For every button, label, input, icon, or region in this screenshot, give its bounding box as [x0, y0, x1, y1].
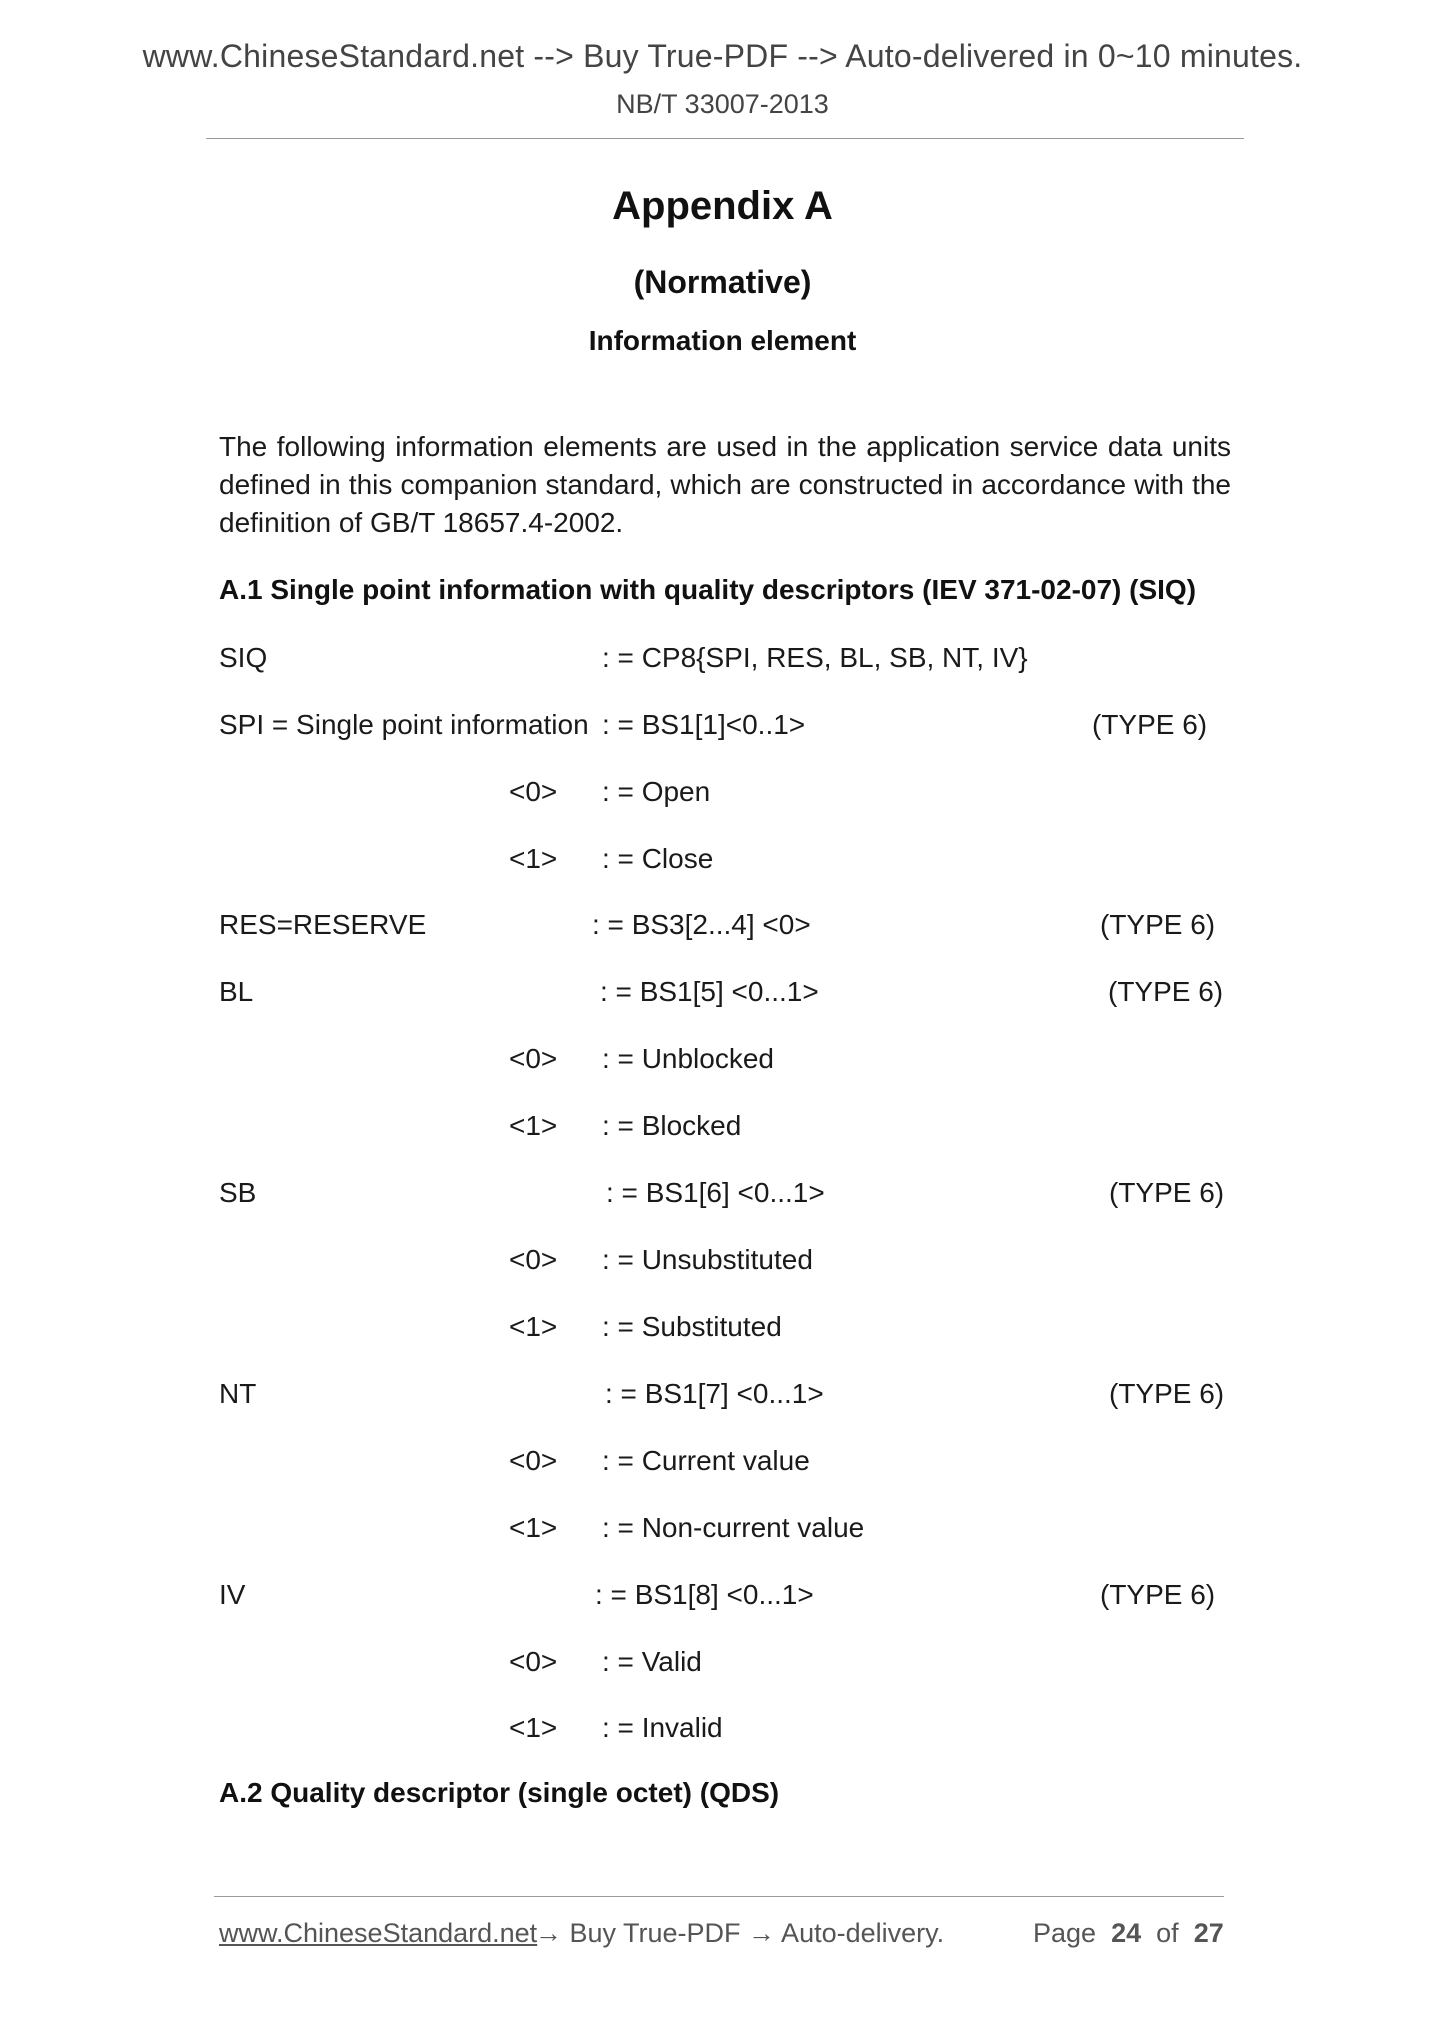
definition-code: <0> — [509, 1244, 558, 1275]
definition-value: : = BS1[8] <0...1> — [595, 1579, 814, 1610]
definition-code: <0> — [509, 1043, 558, 1074]
definition-value: : = Non-current value — [602, 1512, 865, 1543]
definition-code: <1> — [509, 1110, 558, 1141]
definition-type: (TYPE 6) — [1109, 1378, 1225, 1409]
definition-value: : = BS1[5] <0...1> — [600, 976, 819, 1007]
definition-value: : = Current value — [602, 1445, 810, 1476]
definition-name: SPI = Single point information — [219, 709, 589, 740]
page-footer — [219, 1918, 1229, 1958]
definition-value: : = Close — [602, 843, 714, 874]
footer-page-number — [1033, 1918, 1224, 1949]
definition-code: <1> — [509, 843, 558, 874]
section-heading-a2: A.2 Quality descriptor (single octet) (QDS) — [219, 1777, 780, 1808]
definition-value: : = Unblocked — [602, 1043, 774, 1074]
definition-row — [0, 1110, 1445, 1150]
standard-number: NB/T 33007-2013 — [616, 89, 829, 119]
definition-row — [0, 976, 1445, 1016]
definition-type: (TYPE 6) — [1109, 1177, 1225, 1208]
definition-row — [0, 1646, 1445, 1686]
definition-row — [0, 1177, 1445, 1217]
page-total: 27 — [1193, 1918, 1224, 1948]
definition-value: : = BS1[7] <0...1> — [605, 1378, 824, 1409]
definition-code: <0> — [509, 1445, 558, 1476]
definition-value: : = Blocked — [602, 1110, 742, 1141]
page-label: Page — [1033, 1918, 1097, 1948]
definition-value: : = Valid — [602, 1646, 702, 1677]
definition-name: RES=RESERVE — [219, 909, 427, 940]
definition-name: IV — [219, 1579, 246, 1610]
definition-type: (TYPE 6) — [1092, 709, 1208, 740]
definition-name: SB — [219, 1177, 257, 1208]
definition-row — [0, 1445, 1445, 1485]
definition-value: : = BS3[2...4] <0> — [592, 909, 811, 940]
appendix-subtitle: Information element — [588, 325, 857, 356]
definition-value: : = BS1[6] <0...1> — [606, 1177, 825, 1208]
page-current: 24 — [1111, 1918, 1142, 1948]
definition-row — [0, 1579, 1445, 1619]
definition-row — [0, 776, 1445, 816]
definition-row — [0, 1512, 1445, 1552]
definition-code: <1> — [509, 1712, 558, 1743]
definition-value: : = CP8{SPI, RES, BL, SB, NT, IV} — [602, 642, 1028, 673]
definition-row — [0, 1378, 1445, 1418]
top-banner: www.ChineseStandard.net --> Buy True-PDF --> Auto-delivered in 0~10 minutes. — [142, 38, 1303, 74]
definition-row — [0, 1712, 1445, 1752]
definition-code: <0> — [509, 1646, 558, 1677]
normative-label: (Normative) — [633, 264, 812, 300]
intro-paragraph: The following information elements are used in the application service data units defined in this companion standard, which are constructed in accordance with the definition of GB/T 18657.4-2002. — [219, 431, 1231, 538]
definition-row — [0, 843, 1445, 883]
definition-row — [0, 1043, 1445, 1083]
definition-type: (TYPE 6) — [1108, 976, 1224, 1007]
definition-value: : = Open — [602, 776, 711, 807]
definition-name: NT — [219, 1378, 257, 1409]
appendix-title: Appendix A — [612, 184, 833, 228]
definition-name: SIQ — [219, 642, 268, 673]
footer-divider — [214, 1896, 1224, 1897]
definition-code: <1> — [509, 1512, 558, 1543]
definition-code: <0> — [509, 776, 558, 807]
definition-value: : = Substituted — [602, 1311, 782, 1342]
definition-row — [0, 709, 1445, 749]
definition-type: (TYPE 6) — [1100, 909, 1216, 940]
definition-row — [0, 909, 1445, 949]
page-of: of — [1156, 1918, 1179, 1948]
definition-row — [0, 642, 1445, 682]
definition-value: : = BS1[1]<0..1> — [602, 709, 806, 740]
footer-delivery-text: → Buy True-PDF → Auto-delivery. — [535, 1918, 945, 1948]
definition-row — [0, 1244, 1445, 1284]
definition-row — [0, 1311, 1445, 1351]
definition-name: BL — [219, 976, 254, 1007]
definition-code: <1> — [509, 1311, 558, 1342]
header-divider — [206, 138, 1244, 139]
definition-type: (TYPE 6) — [1100, 1579, 1216, 1610]
footer-website-link[interactable]: www.ChineseStandard.net — [219, 1918, 538, 1948]
definition-value: : = Unsubstituted — [602, 1244, 813, 1275]
definition-value: : = Invalid — [602, 1712, 723, 1743]
section-heading-a1: A.1 Single point information with quality descriptors (IEV 371-02-07) (SIQ) — [219, 574, 1197, 605]
